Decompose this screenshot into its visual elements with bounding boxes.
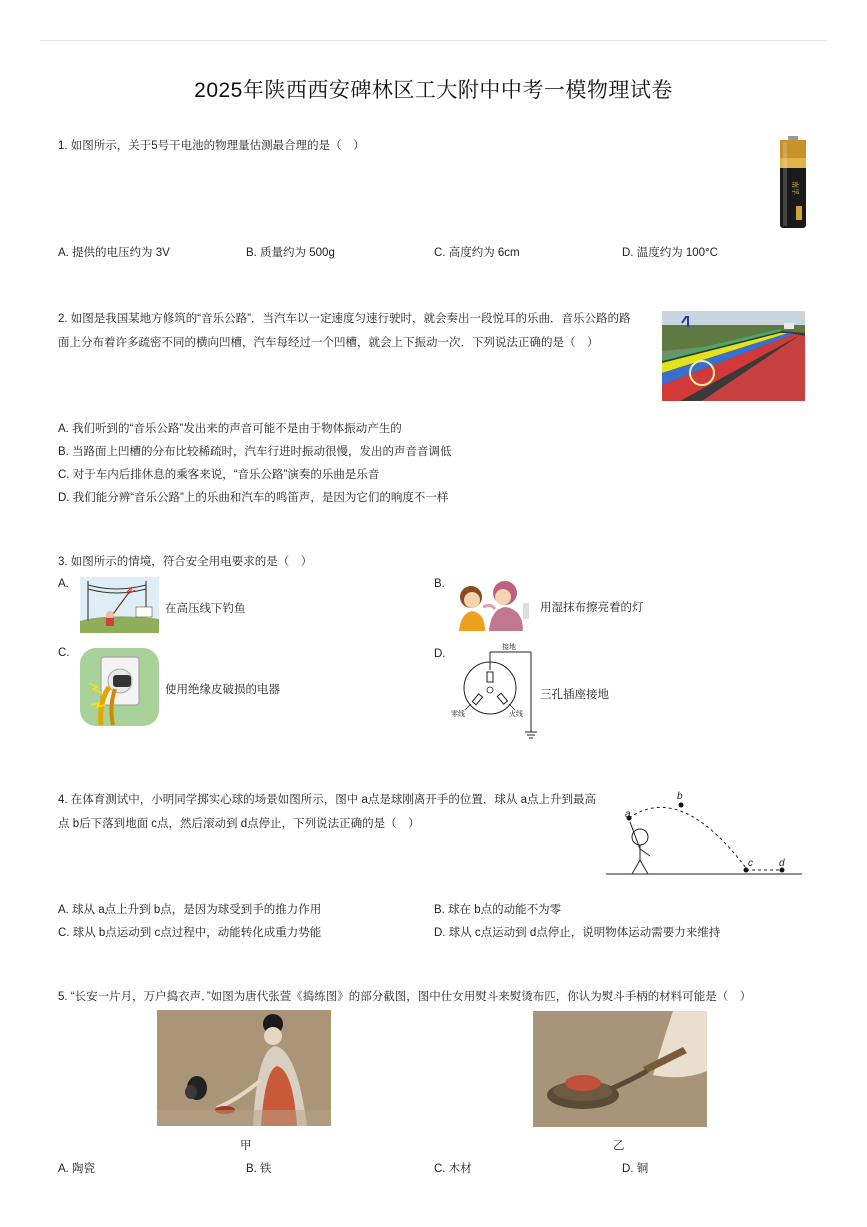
grounded-socket-diagram [447, 640, 542, 749]
fishing-under-powerline-image [80, 577, 159, 638]
socket-label-neutral: 零线 [451, 711, 465, 718]
q3-caption-c: 使用绝缘皮破损的电器 [165, 684, 280, 696]
q2-option-c[interactable]: C. 对于车内后排休息的乘客来说，“音乐公路”演奏的乐曲是乐音 [58, 469, 380, 481]
page-title: 2025年陕西西安碑林区工大附中中考一模物理试卷 [194, 79, 673, 102]
point-b-label: b [677, 791, 683, 802]
point-c-label: c [748, 858, 753, 869]
socket-label-live: 火线 [509, 711, 523, 718]
fig-label-jia: 甲 [240, 1140, 252, 1152]
q4-option-b[interactable]: B. 球在 b点的动能不为零 [434, 904, 562, 916]
fig-label-yi: 乙 [613, 1140, 625, 1152]
q4-option-a[interactable]: A. 球从 a点上升到 b点，是因为球受到手的推力作用 [58, 904, 322, 916]
q1-stem: 1. 如图所示，关于5号干电池的物理量估测最合理的是（ ） [58, 140, 365, 152]
q1-option-b[interactable]: B. 质量约为 500g [246, 247, 335, 259]
q3-caption-a: 在高压线下钓鱼 [165, 603, 246, 615]
q2-option-d[interactable]: D. 我们能分辨“音乐公路”上的乐曲和汽车的鸣笛声，是因为它们的响度不一样 [58, 492, 449, 504]
q4-option-d[interactable]: D. 球从 c点运动到 d点停止，说明物体运动需要力来维持 [434, 927, 721, 939]
q5-option-c[interactable]: C. 木材 [434, 1163, 472, 1175]
ball-trajectory-diagram [606, 788, 804, 885]
q3-stem: 3. 如图所示的情境，符合安全用电要求的是（ ） [58, 556, 313, 568]
wiping-lamp-image [453, 575, 535, 636]
painting-yi-image [533, 1011, 707, 1132]
q1-option-a[interactable]: A. 提供的电压约为 3V [58, 247, 170, 259]
music-road-photo [662, 311, 805, 406]
painting-jia-image [157, 1010, 331, 1131]
socket-label-ground: 接地 [502, 644, 516, 651]
point-a-label: a [625, 809, 631, 820]
point-d-label: d [779, 858, 785, 869]
svg-text:南孚: 南孚 [791, 181, 798, 195]
q3-letter-b[interactable]: B. [434, 578, 445, 590]
top-divider [40, 40, 827, 41]
q4-stem-line1: 4. 在体育测试中，小明同学掷实心球的场景如图所示，图中 a点是球刚离开手的位置．球从 a点上升到最高 [58, 794, 596, 806]
q2-stem [58, 307, 658, 355]
q3-caption-d: 三孔插座接地 [540, 689, 609, 701]
q2-option-a[interactable]: A. 我们听到的“音乐公路”发出来的声音可能不是由于物体振动产生的 [58, 423, 402, 435]
q4-stem-line2: 点 b后下落到地面 c点，然后滚动到 d点停止，下列说法正确的是（ ） [58, 818, 420, 830]
battery-image [778, 136, 808, 235]
q2-stem-line2: 面上分布着许多疏密不同的横向凹槽，汽车每经过一个凹槽，就会上下振动一次．下列说法正确的是（ ） [58, 337, 599, 349]
q5-option-b[interactable]: B. 铁 [246, 1163, 272, 1175]
q3-letter-a[interactable]: A. [58, 578, 69, 590]
q5-option-a[interactable]: A. 陶瓷 [58, 1163, 96, 1175]
q3-caption-b: 用湿抹布擦亮着的灯 [540, 602, 644, 614]
q2-option-b[interactable]: B. 当路面上凹槽的分布比较稀疏时，汽车行进时振动很慢，发出的声音音调低 [58, 446, 452, 458]
q4-option-c[interactable]: C. 球从 b点运动到 c点过程中，动能转化成重力势能 [58, 927, 322, 939]
q3-letter-c[interactable]: C. [58, 647, 70, 659]
q3-letter-d[interactable]: D. [434, 648, 446, 660]
q5-option-d[interactable]: D. 铜 [622, 1163, 649, 1175]
damaged-wire-image [79, 647, 160, 732]
q5-stem: 5. “长安一片月，万户捣衣声．”如图为唐代张萱《捣练图》的部分截图，图中仕女用熨斗来熨烫布匹，你认为熨斗手柄的材料可能是（ ） [58, 991, 752, 1003]
q2-stem-line1: 2. 如图是我国某地方修筑的“音乐公路”．当汽车以一定速度匀速行驶时，就会奏出一段悦耳的乐曲．音乐公路的路 [58, 313, 631, 325]
q4-stem [58, 788, 618, 836]
q1-option-d[interactable]: D. 温度约为 100°C [622, 247, 718, 259]
q1-option-c[interactable]: C. 高度约为 6cm [434, 247, 520, 259]
